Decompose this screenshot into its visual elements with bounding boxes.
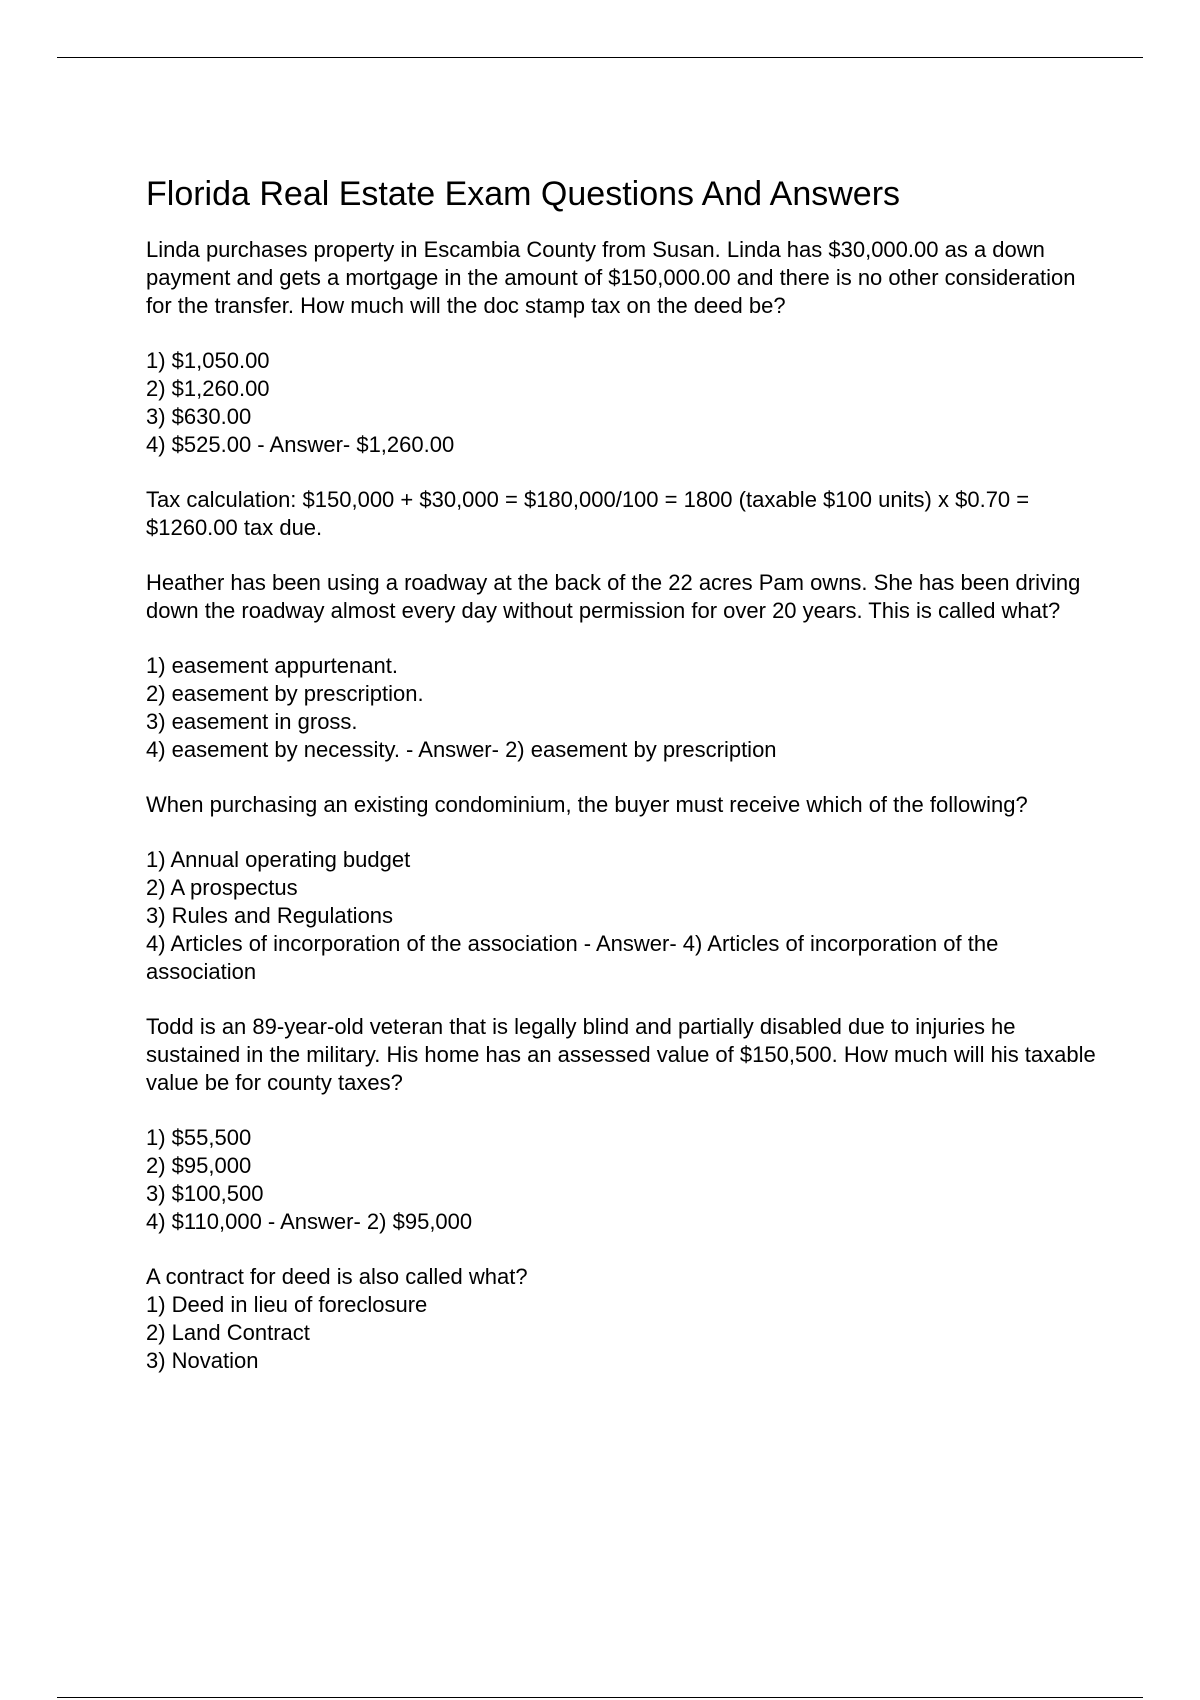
option-3: 3) $100,500 bbox=[146, 1181, 264, 1206]
top-rule bbox=[57, 57, 1143, 58]
option-1: 1) Deed in lieu of foreclosure bbox=[146, 1292, 428, 1317]
option-3: 3) easement in gross. bbox=[146, 709, 358, 734]
option-2: 2) A prospectus bbox=[146, 875, 298, 900]
explanation-text: Tax calculation: $150,000 + $30,000 = $180,000/100 = 1800 (taxable $100 units) x $0.70 = $1260.00 tax due. bbox=[146, 487, 1030, 540]
question-text: A contract for deed is also called what? bbox=[146, 1264, 528, 1289]
document-body bbox=[146, 172, 1096, 1402]
question-text: When purchasing an existing condominium, the buyer must receive which of the following? bbox=[146, 792, 1028, 817]
option-1: 1) $1,050.00 bbox=[146, 348, 270, 373]
answer-options bbox=[146, 1291, 1096, 1375]
page-title: Florida Real Estate Exam Questions And Answers bbox=[146, 175, 901, 213]
option-4-with-answer: 4) $525.00 - Answer- $1,260.00 bbox=[146, 432, 455, 457]
question-text: Heather has been using a roadway at the back of the 22 acres Pam owns. She has been driving down the roadway almost every day without permission for over 20 years. This is called what? bbox=[146, 570, 1081, 623]
answer-options bbox=[146, 846, 1096, 986]
option-4-with-answer: 4) $110,000 - Answer- 2) $95,000 bbox=[146, 1209, 473, 1234]
answer-options bbox=[146, 1124, 1096, 1236]
question-text: Todd is an 89-year-old veteran that is legally blind and partially disabled due to injuries he sustained in the military. His home has an assessed value of $150,500. How much will his taxable value be for county taxes? bbox=[146, 1014, 1096, 1095]
option-4-with-answer: 4) Articles of incorporation of the association - Answer- 4) Articles of incorporation of the association bbox=[146, 931, 999, 984]
bottom-rule bbox=[57, 1697, 1143, 1698]
question-text: Linda purchases property in Escambia County from Susan. Linda has $30,000.00 as a down payment and gets a mortgage in the amount of $150,000.00 and there is no other consideration for the transfer. How much will the doc stamp tax on the deed be? bbox=[146, 237, 1076, 318]
answer-options bbox=[146, 652, 1096, 764]
option-2: 2) $95,000 bbox=[146, 1153, 252, 1178]
option-1: 1) $55,500 bbox=[146, 1125, 252, 1150]
option-4-with-answer: 4) easement by necessity. - Answer- 2) easement by prescription bbox=[146, 737, 777, 762]
option-3: 3) Novation bbox=[146, 1348, 259, 1373]
option-2: 2) easement by prescription. bbox=[146, 681, 424, 706]
option-2: 2) Land Contract bbox=[146, 1320, 310, 1345]
option-3: 3) Rules and Regulations bbox=[146, 903, 394, 928]
answer-options bbox=[146, 347, 1096, 459]
option-1: 1) easement appurtenant. bbox=[146, 653, 398, 678]
option-3: 3) $630.00 bbox=[146, 404, 252, 429]
option-2: 2) $1,260.00 bbox=[146, 376, 270, 401]
option-1: 1) Annual operating budget bbox=[146, 847, 411, 872]
